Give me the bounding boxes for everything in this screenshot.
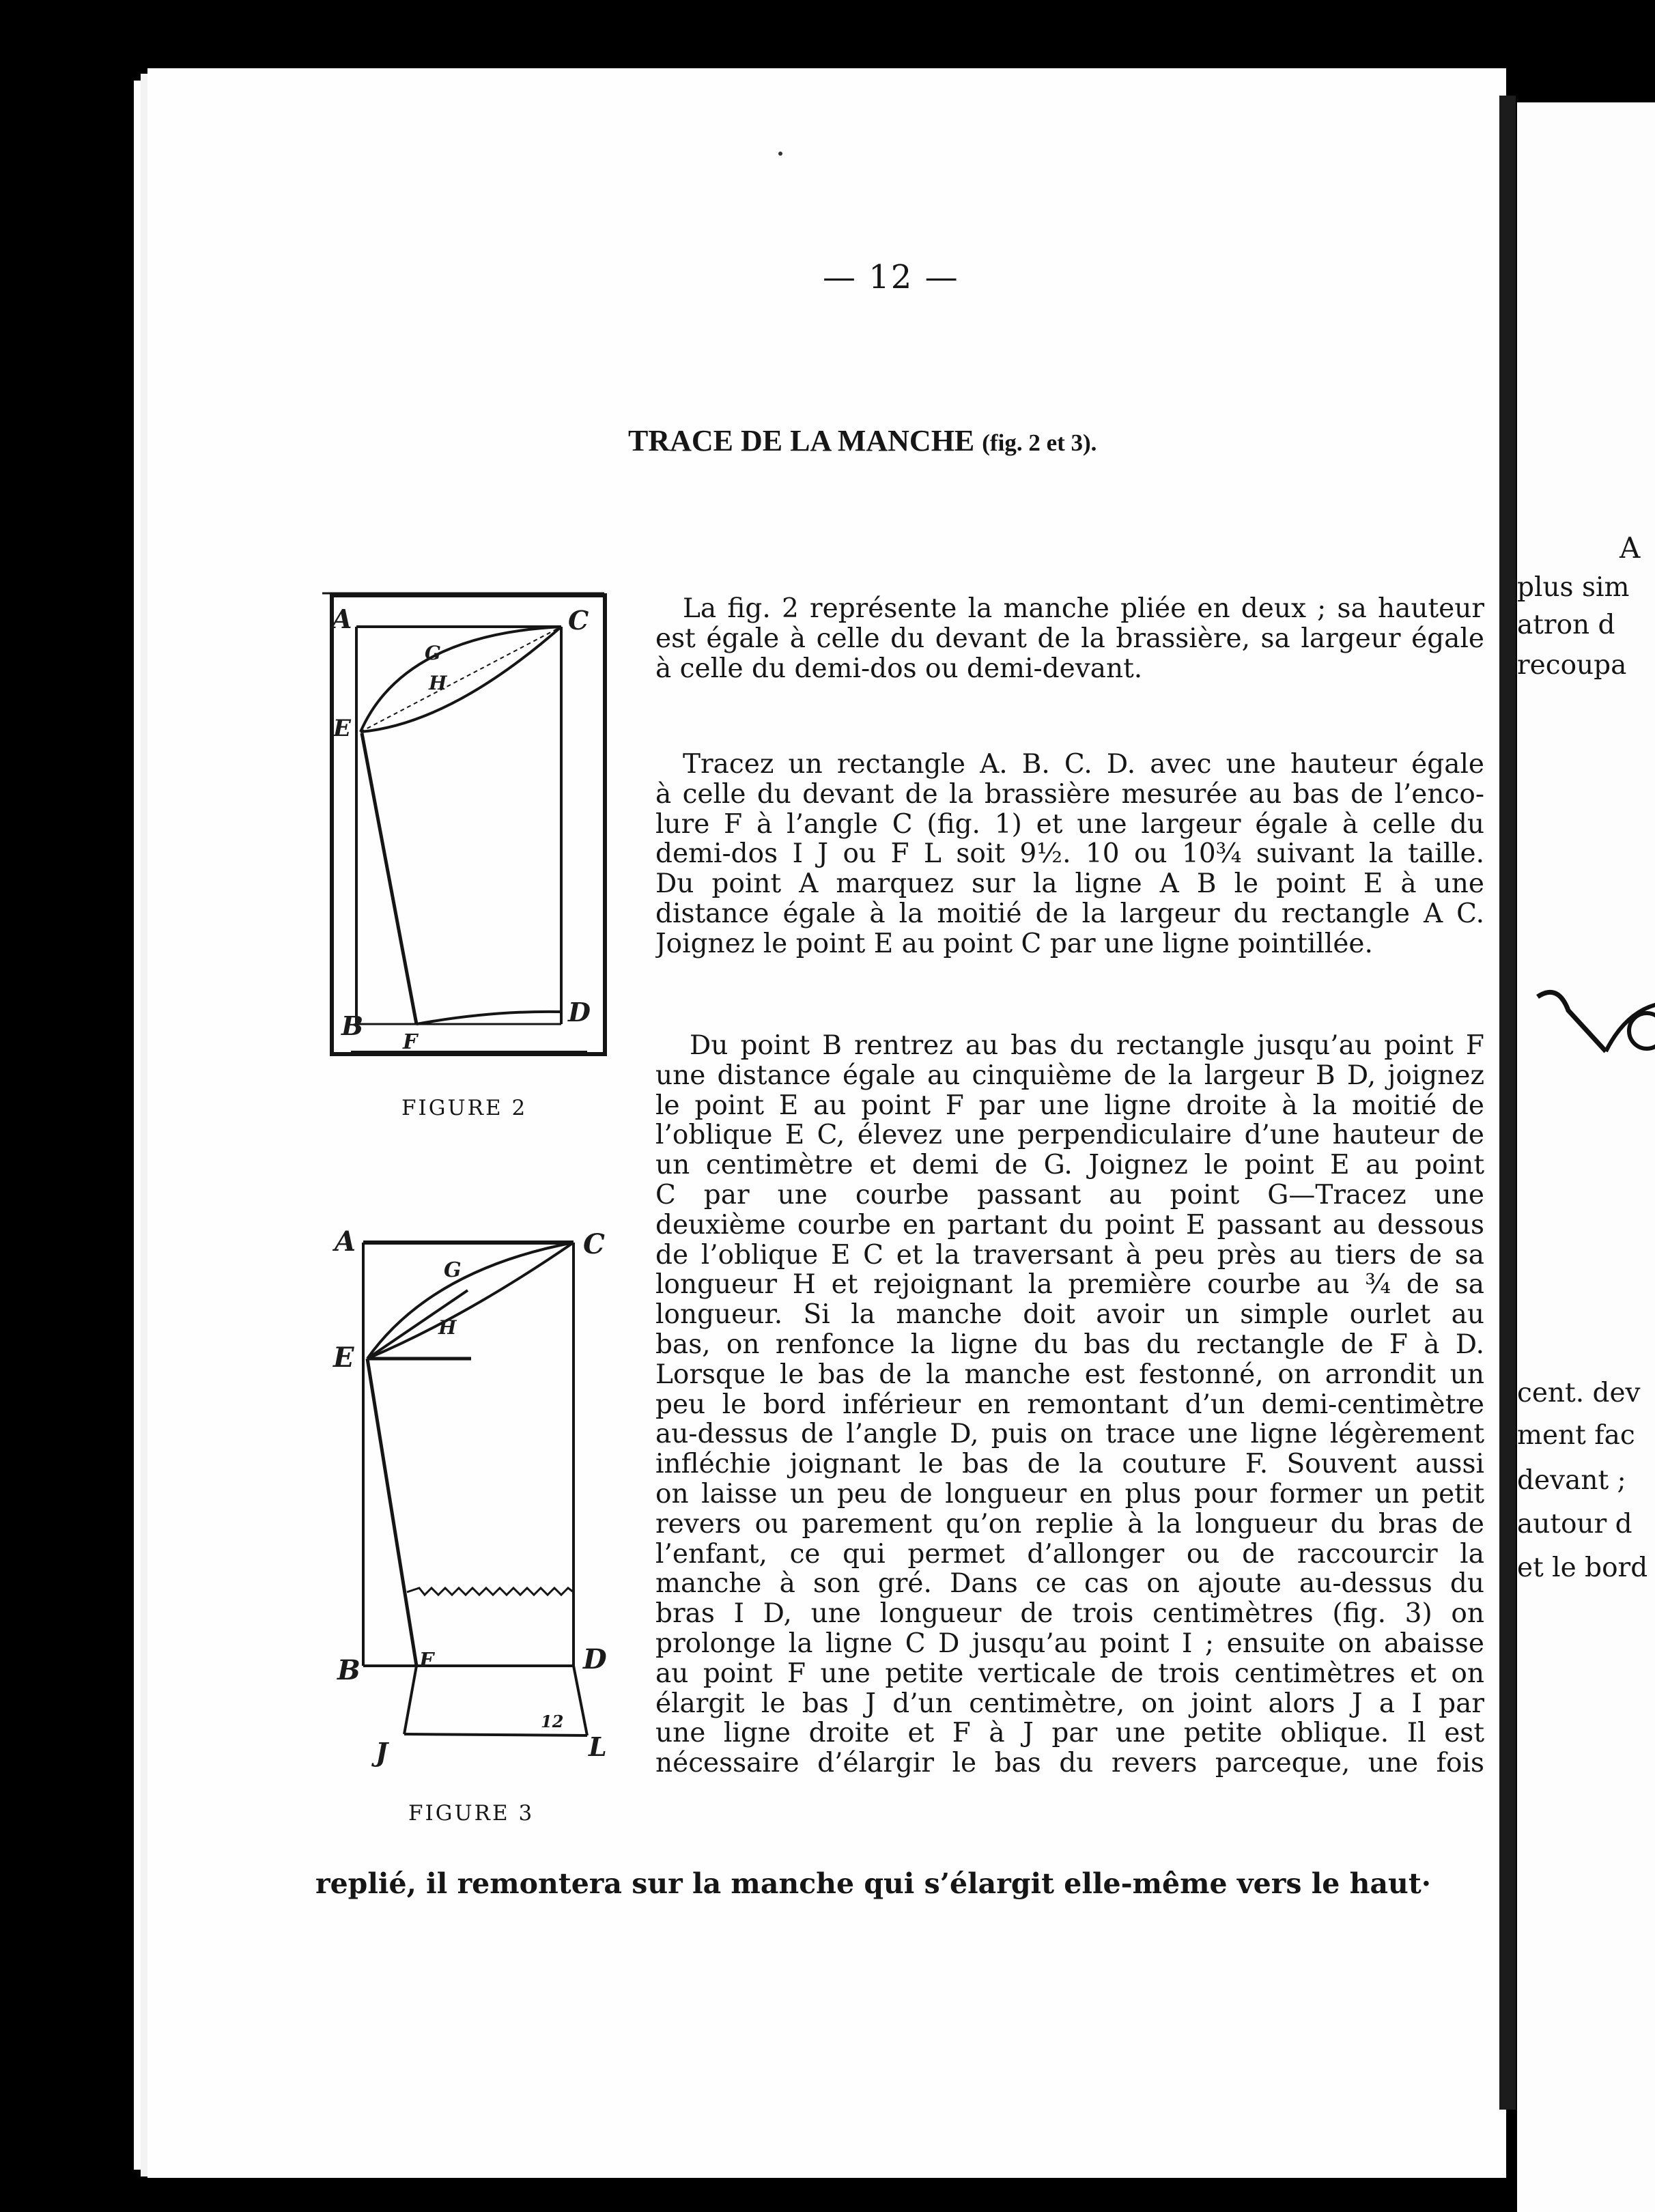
text-line: infléchie joignant le bas de la couture F. Souvent aussi (655, 1449, 1484, 1479)
closing-line: replié, il remontera sur la manche qui s’élargit elle-même vers le haut· (315, 1867, 1432, 1900)
paragraph-3 (655, 1031, 1484, 1778)
section-title (628, 423, 1097, 458)
text-line: prolonge la ligne C D jusqu’au point I ; ensuite on abaisse (655, 1628, 1484, 1659)
label-e: E (333, 715, 351, 742)
label-a: A (332, 604, 352, 634)
next-page-line: autour d (1517, 1509, 1632, 1540)
text-line: C par une courbe passant au point G—Tracez une (655, 1180, 1484, 1210)
text-line: à celle du demi-dos ou demi-devant. (655, 653, 1143, 684)
next-page-line: ment fac (1517, 1420, 1635, 1451)
label-c: C (583, 1228, 605, 1260)
next-page-line: et le bord (1517, 1552, 1648, 1583)
text-line: à celle du devant de la brassière mesurée au bas de l’enco- (655, 779, 1484, 810)
label-measure: 12 (541, 1712, 564, 1731)
label-b: B (337, 1654, 360, 1686)
next-page-fragment (1517, 102, 1655, 2212)
figure-3-diagram (328, 1215, 628, 1782)
label-h: H (438, 1316, 457, 1339)
text-line: Du point B rentrez au bas du rectangle jusqu’au point F (690, 1031, 1484, 1061)
text-line: au point F une petite verticale de trois centimètres et on (655, 1658, 1484, 1689)
text-line: bas, on renfonce la ligne du bas du rectangle de F à D. (655, 1329, 1484, 1360)
text-line: au-dessus de l’angle D, puis on trace une ligne légèrement (655, 1419, 1484, 1450)
next-page-ornament (1531, 969, 1655, 1079)
text-line: lure F à l’angle C (fig. 1) et une largeur égale à celle du (655, 809, 1484, 840)
paragraph-1 (655, 594, 1484, 683)
text-line: une ligne droite et F à J par une petite oblique. Il est (655, 1718, 1484, 1749)
text-line: élargit le bas J d’un centimètre, on joint alors J a I par (655, 1688, 1484, 1719)
text-line: est égale à celle du devant de la brassière, sa largeur égale (655, 623, 1484, 654)
next-page-line: recoupa (1517, 650, 1627, 681)
text-line: le point E au point F par une ligne droite à la moitié de (655, 1090, 1484, 1121)
text-line: Lorsque le bas de la manche est festonné, on arrondit un (655, 1359, 1484, 1390)
section-title-main: TRACE DE LA MANCHE (628, 424, 975, 457)
text-line: nécessaire d’élargir le bas du revers parceque, une fois (655, 1748, 1484, 1778)
label-f: F (403, 1030, 418, 1054)
book-spine (1499, 96, 1516, 2110)
figure-3-caption: FIGURE 3 (408, 1801, 535, 1826)
label-f: F (419, 1649, 434, 1673)
text-line: Joignez le point E au point C par une ligne pointillée. (655, 928, 1373, 959)
next-page-line: plus sim (1517, 572, 1630, 603)
text-line: bras I D, une longueur de trois centimètres (fig. 3) on (655, 1599, 1484, 1629)
label-j: J (376, 1737, 388, 1768)
figure-2 (321, 587, 614, 1068)
label-d: D (583, 1643, 607, 1675)
label-h: H (429, 672, 447, 694)
label-d: D (568, 997, 591, 1027)
page-number: — 12 — (823, 258, 959, 296)
text-line: Du point A marquez sur la ligne A B le point E à une (655, 869, 1484, 899)
label-g: G (444, 1258, 462, 1282)
text-line: l’enfant, ce qui permet d’allonger ou de raccourcir la (655, 1539, 1484, 1570)
label-b: B (341, 1010, 364, 1041)
label-l: L (589, 1731, 607, 1762)
speck (778, 152, 782, 156)
next-page-line: cent. dev (1517, 1378, 1641, 1408)
text-line: La fig. 2 représente la manche pliée en deux ; sa hauteur (683, 594, 1484, 624)
text-line: demi-dos I J ou F L soit 9½. 10 ou 10¾ suivant la taille. (655, 839, 1484, 870)
text-line: une distance égale au cinquième de la largeur B D, joignez (655, 1060, 1484, 1091)
label-g: G (425, 642, 441, 664)
text-line: un centimètre et demi de G. Joignez le point E au point (655, 1150, 1484, 1180)
label-e: E (333, 1342, 354, 1374)
text-line: distance égale à la moitié de la largeur du rectangle A C. (655, 898, 1484, 929)
next-page-line: atron d (1517, 610, 1615, 640)
text-line: Tracez un rectangle A. B. C. D. avec une hauteur égale (683, 750, 1484, 780)
text-line: manche à son gré. Dans ce cas on ajoute au-dessus du (655, 1569, 1484, 1600)
label-c: C (568, 605, 589, 636)
text-line: revers ou parement qu’on replie à la longueur du bras de (655, 1509, 1484, 1540)
text-line: peu le bord inférieur en remontant d’un demi-centimètre (655, 1389, 1484, 1420)
text-line: longueur. Si la manche doit avoir un simple ourlet au (655, 1300, 1484, 1330)
label-a: A (335, 1225, 356, 1258)
section-title-ref: (fig. 2 et 3). (982, 429, 1097, 456)
text-line: l’oblique E C, élevez une perpendiculaire d’une hauteur de (655, 1120, 1484, 1151)
text-line: de l’oblique E C et la traversant à peu près au tiers de sa (655, 1240, 1484, 1271)
text-line: longueur H et rejoignant la première courbe au ¾ de sa (655, 1270, 1484, 1301)
figure-2-caption: FIGURE 2 (401, 1096, 528, 1120)
next-page-line: A (1619, 531, 1641, 565)
text-line: deuxième courbe en partant du point E passant au dessous (655, 1210, 1484, 1240)
text-line: on laisse un peu de longueur en plus pour former un petit (655, 1479, 1484, 1509)
paragraph-2 (655, 750, 1484, 959)
figure-2-diagram (321, 587, 614, 1065)
figure-3 (328, 1215, 628, 1785)
next-page-line: devant ; (1517, 1465, 1626, 1496)
